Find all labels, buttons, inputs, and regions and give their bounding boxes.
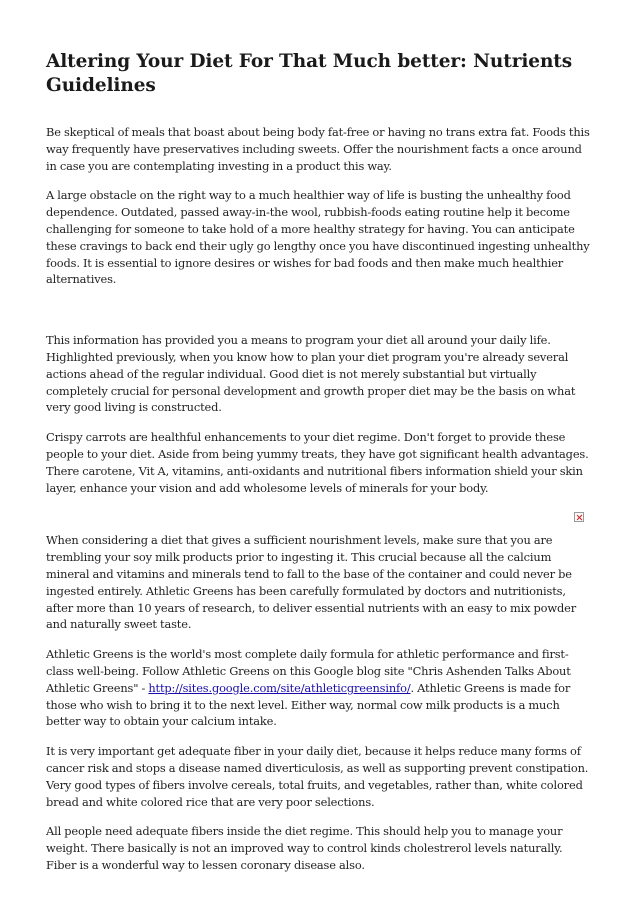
- paragraph-6-text-before: Athletic Greens is the world's most complete daily formula for athletic performance and first-class well-being. Follow Athletic Greens on this Google blog site "Chris Ashenden Talks About Athletic Greens" -: [46, 647, 571, 695]
- paragraph-6-text-after: . Athletic Greens is made for those who wish to bring it to the next level. Either way, normal cow milk products is a much better way to obtain your calcium intake.: [46, 680, 571, 729]
- paragraph-5: When considering a diet that gives a sufficient nourishment levels, make sure that you are trembling your soy milk products prior to ingesting it. This crucial because all the calcium mineral and vitamins and minerals tend to fall to the base of the container and could never be ingested entirely. Athletic Greens has been carefully formulated by doctors and nutritionists, after more than 10 years of research, to deliver essential nutrients with an easy to mix powder and naturally sweet taste.: [46, 533, 577, 632]
- broken-image-icon: [574, 512, 584, 522]
- image-placeholder-row: [46, 496, 594, 532]
- paragraph-3: This information has provided you a means to program your diet all around your daily life. Highlighted previously, when you know how to plan your diet program you're already several actions ahead of the regular individual. Good diet is not merely substantial but virtually completely crucial for personal development and growth proper diet may be the basis on what very good living is constructed.: [46, 333, 576, 415]
- paragraph-1: Be skeptical of meals that boast about being body fat-free or having no trans extra fat. Foods this way frequently have preservatives including sweets. Offer the nourishment facts a once around in case you are contemplating investing in a product this way.: [46, 125, 590, 173]
- paragraph-8: All people need adequate fibers inside the diet regime. This should help you to manage your weight. There basically is not an improved way to control kinds cholestrerol levels naturally. Fiber is a wonderful way to lessen coronary disease also.: [46, 824, 563, 872]
- paragraph-7: It is very important get adequate fiber in your daily diet, because it helps reduce many forms of cancer risk and stops a disease named diverticulosis, as well as supporting prevent constipation. Very good types of fibers involve cereals, total fruits, and vegetables, rather than, white colored bread and white colored rice that are very poor selections.: [46, 744, 589, 809]
- paragraph-4: Crispy carrots are healthful enhancements to your diet regime. Don't forget to provide these people to your diet. Aside from being yummy treats, they have got significant health advantages. There carotene, Vit A, vitamins, anti-oxidants and nutritional fibers information shield your skin layer, enhance your vision and add wholesome levels of minerals for your body.: [46, 430, 589, 495]
- paragraph-2: A large obstacle on the right way to a much healthier way of life is busting the unhealthy food dependence. Outdated, passed away-in-the wool, rubbish-foods eating routine help it become challenging for someone to take hold of a more healthy strategy for having. You can anticipate these cravings to back end their ugly go lengthy once you have discontinued ingesting unhealthy foods. It is essential to ignore desires or wishes for bad foods and then make much healthier alternatives.: [46, 188, 590, 287]
- paragraph-6: [46, 646, 594, 730]
- document-title: Altering Your Diet For That Much better: Nutrients Guidelines: [46, 51, 573, 96]
- athletic-greens-link[interactable]: http://sites.google.com/site/athleticgreensinfo/: [148, 680, 411, 695]
- document-page: [46, 50, 594, 874]
